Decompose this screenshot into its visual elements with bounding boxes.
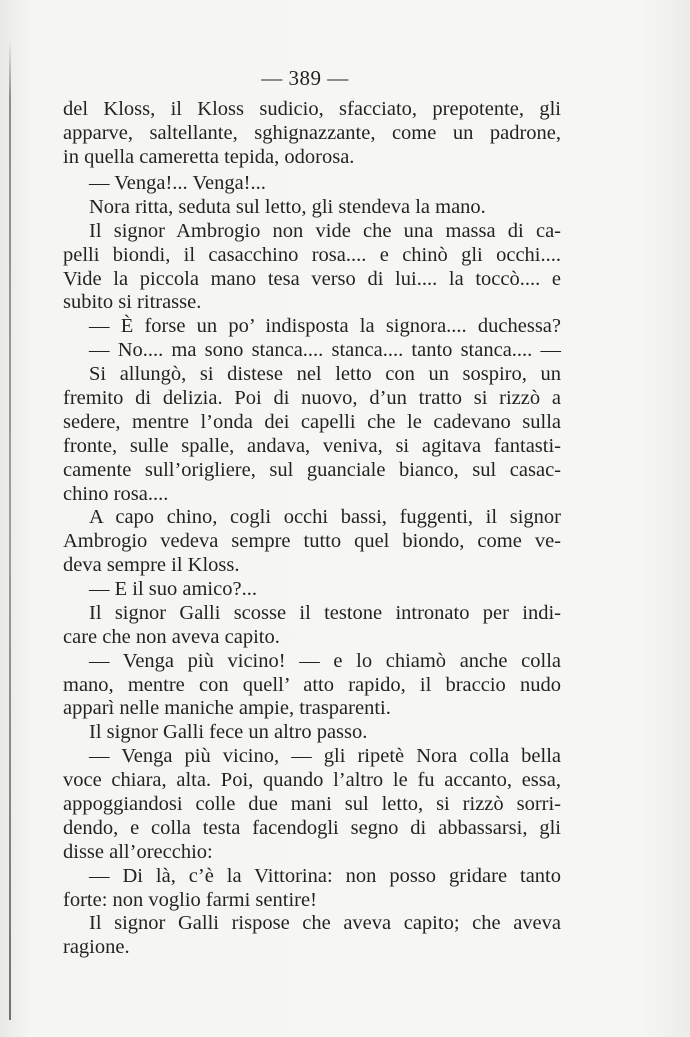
text-line: sedere, mentre l’onda dei capelli che le cadevano sulla [63, 411, 561, 433]
text-line: care che non aveva capito. [63, 626, 280, 648]
text-line: Nora ritta, seduta sul letto, gli stendeva la mano. [89, 196, 486, 218]
text-line: — È forse un po’ indisposta la signora.... duchessa? [89, 315, 561, 337]
text-line: voce chiara, alta. Poi, quando l’altro le fu accanto, essa, [63, 769, 561, 791]
text-line: Ambrogio vedeva sempre tutto quel biondo, come ve- [63, 530, 561, 552]
text-line: Il signor Ambrogio non vide che una massa di ca- [89, 220, 561, 242]
text-line: — Venga!... Venga!... [89, 172, 266, 194]
text-line: apparì nelle maniche ampie, trasparenti. [63, 697, 391, 719]
text-line: apparve, saltellante, sghignazzante, come un padrone, [63, 122, 561, 144]
text-line: dendo, e colla testa facendogli segno di abbassarsi, gli [63, 817, 561, 839]
page-edge-shadow [9, 40, 11, 1020]
page-number: — 389 — [261, 66, 349, 90]
text-line: — No.... ma sono stanca.... stanca.... tanto stanca.... — [89, 339, 561, 361]
text-line: — Venga più vicino! — e lo chiamò anche colla [89, 650, 561, 672]
text-line: pelli biondi, il casacchino rosa.... e chinò gli occhi.... [63, 244, 561, 266]
text-line: disse all’orecchio: [63, 841, 213, 863]
text-line: — E il suo amico?... [89, 578, 257, 600]
text-line: fremito di delizia. Poi di nuovo, d’un tratto si rizzò a [63, 387, 561, 409]
text-line: chino rosa.... [63, 483, 169, 505]
text-line: Il signor Galli rispose che aveva capito; che aveva [89, 912, 561, 934]
text-line: — Venga più vicino, — gli ripetè Nora colla bella [89, 745, 561, 767]
text-line: Vide la piccola mano tesa verso di lui.... la toccò.... e [63, 268, 561, 290]
text-line: appoggiandosi colle due mani sul letto, si rizzò sorri- [63, 793, 561, 815]
text-line: subito si ritrasse. [63, 291, 202, 313]
text-line: in quella cameretta tepida, odorosa. [63, 146, 355, 168]
text-line: Si allungò, si distese nel letto con un sospiro, un [89, 363, 561, 385]
text-line: ragione. [63, 936, 130, 958]
text-line: del Kloss, il Kloss sudicio, sfacciato, prepotente, gli [63, 98, 561, 120]
text-line: A capo chino, cogli occhi bassi, fuggenti, il signor [89, 506, 561, 528]
text-line: Il signor Galli fece un altro passo. [89, 721, 368, 743]
text-line: Il signor Galli scosse il testone intronato per indi- [89, 602, 561, 624]
text-line: forte: non voglio farmi sentire! [63, 889, 317, 911]
text-line: deva sempre il Kloss. [63, 554, 240, 576]
text-line: mano, mentre con quell’ atto rapido, il braccio nudo [63, 674, 561, 696]
text-line: fronte, sulle spalle, andava, veniva, si agitava fantasti- [63, 435, 561, 457]
text-line: camente sull’origliere, sul guanciale bianco, sul casac- [63, 459, 561, 481]
text-line: — Di là, c’è la Vittorina: non posso gridare tanto [89, 865, 561, 887]
